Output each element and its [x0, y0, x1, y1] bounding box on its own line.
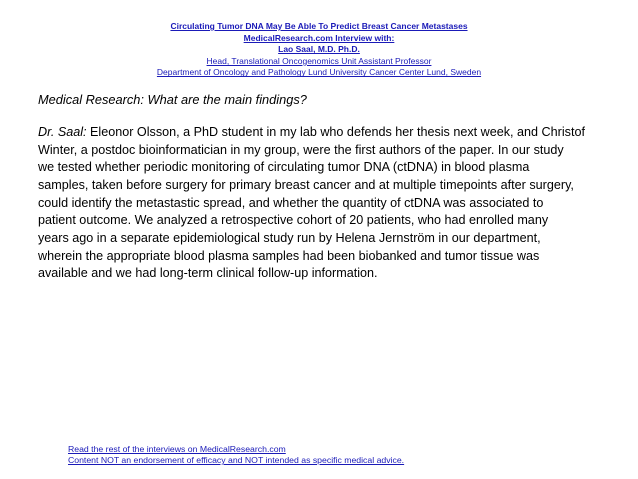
answer-line-8: wherein the appropriate blood plasma samples had been biobanked and tumor tissue was [38, 248, 540, 263]
interview-subtitle-link[interactable]: MedicalResearch.com Interview with: [243, 32, 395, 43]
answer-text: Eleonor Olsson, a PhD student in my lab who defends her thesis next week, and Christof [86, 125, 585, 139]
answer-line-2: Winter, a postdoc bioinformatician in my group, were the first authors of the paper. In our study [38, 142, 564, 157]
interview-question: Medical Research: What are the main findings? [38, 92, 307, 107]
article-title-link[interactable]: Circulating Tumor DNA May Be Able To Predict Breast Cancer Metastases [170, 21, 468, 31]
answer-line-7: years ago in a separate epidemiological study run by Helena Jernström in our department, [38, 230, 541, 245]
author-name-link[interactable]: Lao Saal, M.D. Ph.D. [278, 44, 360, 55]
read-more-link[interactable]: Read the rest of the interviews on MedicalResearch.com [68, 444, 286, 454]
answer-line-6: patient outcome. We analyzed a retrospective cohort of 20 patients, who had enrolled many [38, 213, 549, 228]
affiliation-link[interactable]: Department of Oncology and Pathology Lund University Cancer Center Lund, Sweden [156, 67, 482, 78]
answer-line-9: available and we had long-term clinical follow-up information. [38, 266, 378, 281]
page-footer [68, 444, 608, 466]
answer-line-3: we tested whether periodic monitoring of circulating tumor DNA (ctDNA) in blood plasma [38, 160, 530, 175]
answer-line-1 [38, 124, 630, 142]
answer-line-4: samples, taken before surgery for primary breast cancer and at multiple timepoints after surgery, [38, 177, 574, 192]
answer-line-5: could identify the metastastic spread, and whether the quantity of ctDNA was associated to [38, 195, 544, 210]
disclaimer-link[interactable]: Content NOT an endorsement of efficacy and NOT intended as specific medical advice. [68, 455, 405, 466]
author-role-link[interactable]: Head, Translational Oncogenomics Unit Assistant Professor [206, 55, 432, 66]
article-header [0, 21, 638, 79]
speaker-name: Dr. Saal: [38, 125, 87, 139]
interview-answer [38, 124, 630, 283]
